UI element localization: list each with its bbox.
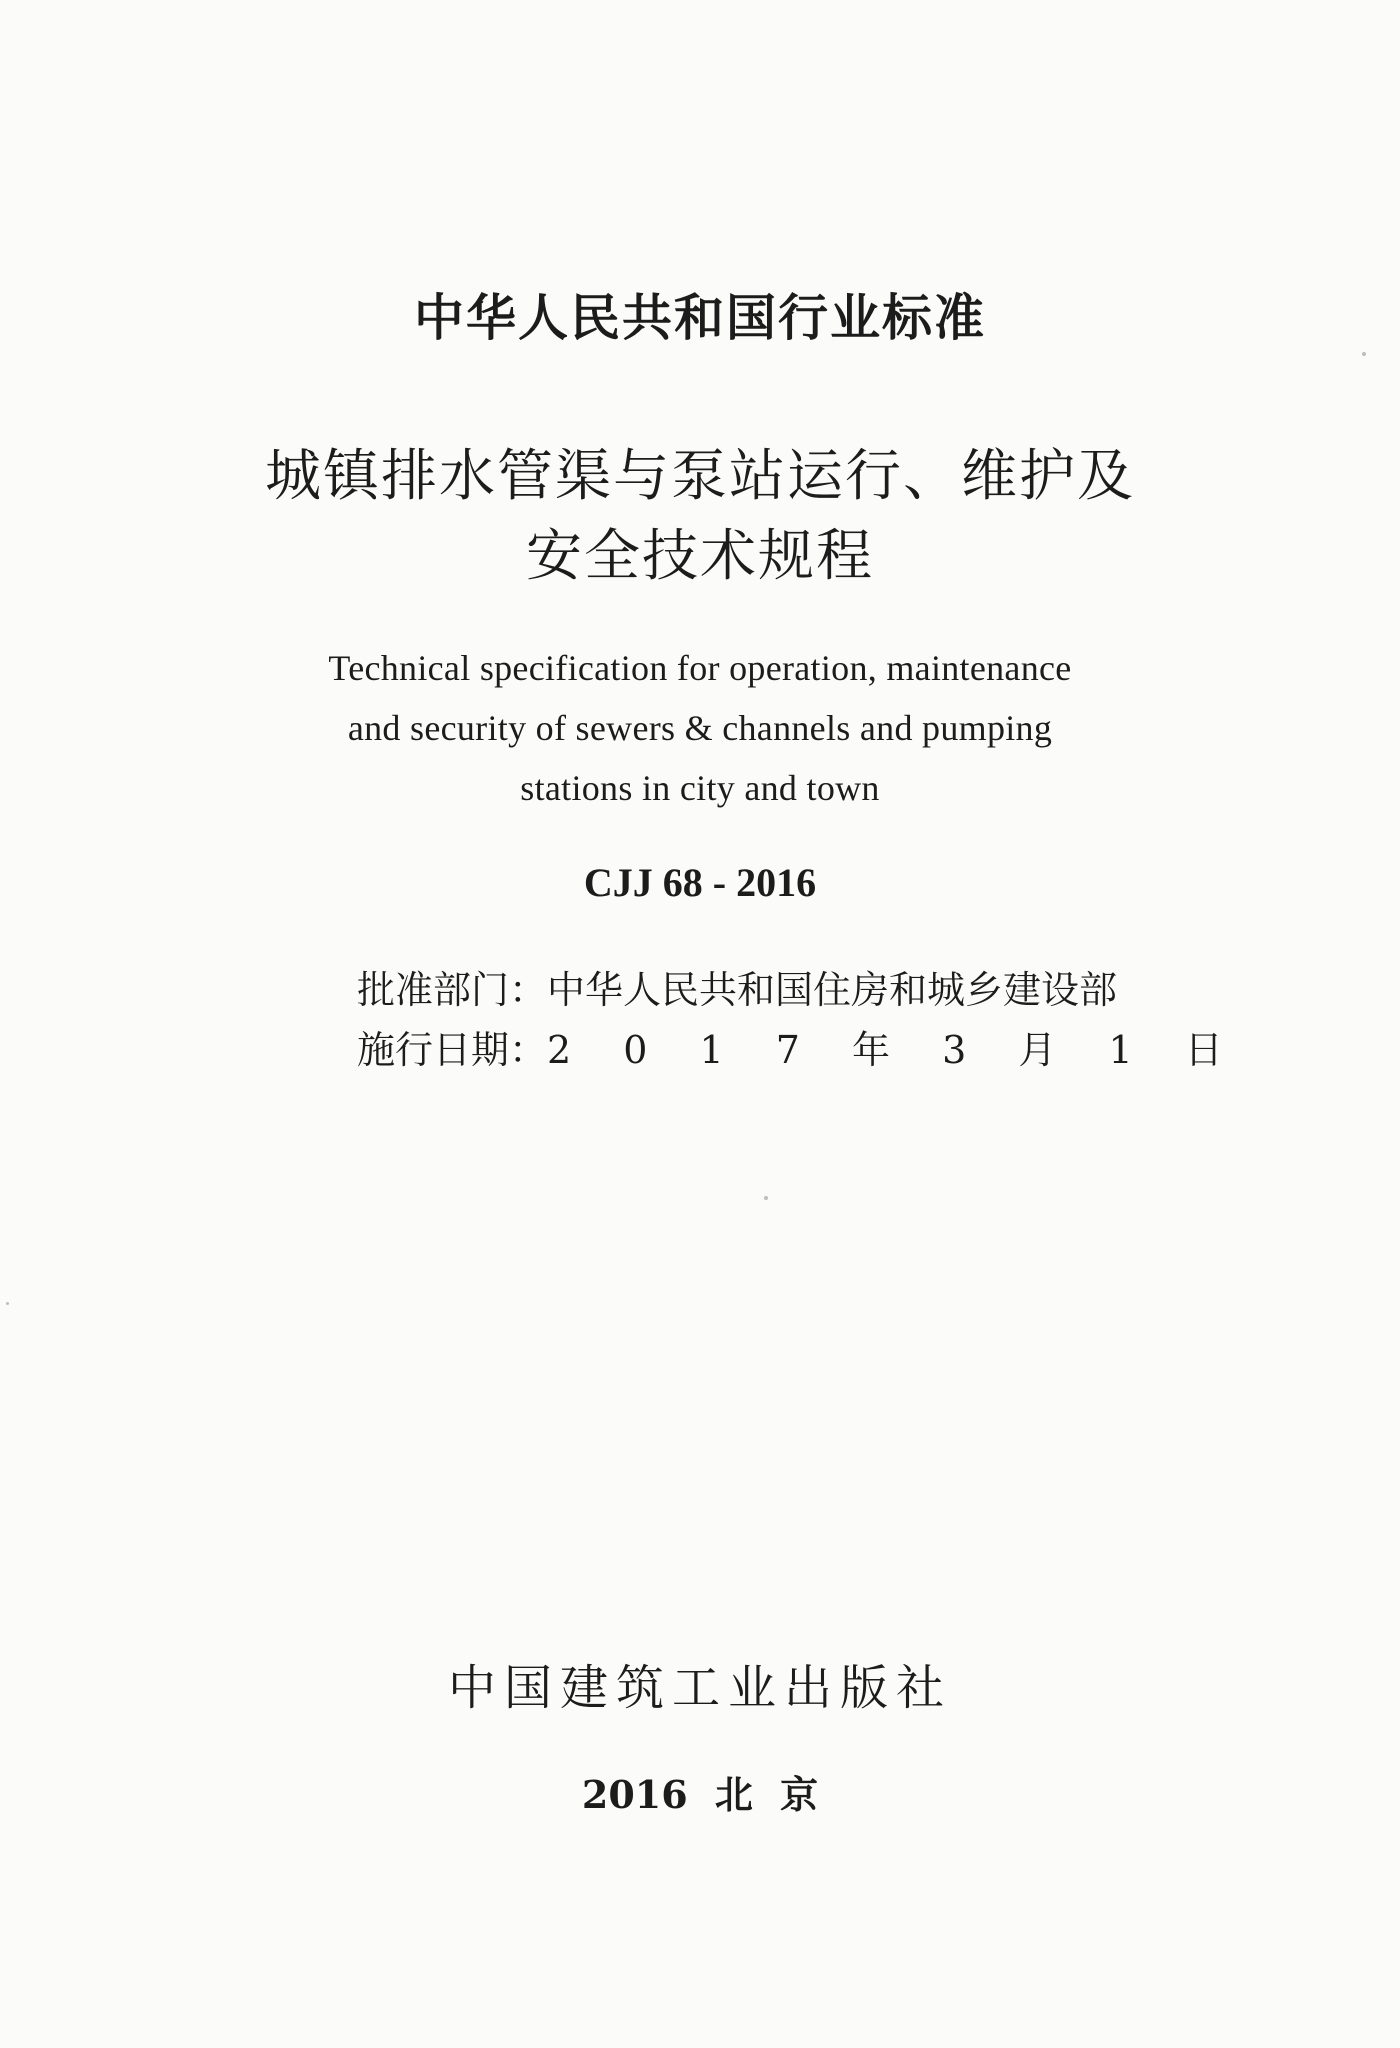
publication-place-year: 2016 北 京 [581, 1772, 819, 1817]
title-english-line-3: stations in city and town [520, 768, 880, 808]
title-english-line-1: Technical specification for operation, maintenance [328, 648, 1072, 688]
effective-date-row [357, 1020, 1243, 1080]
scan-speck [764, 1196, 768, 1200]
title-english [0, 638, 1400, 818]
approval-value: 中华人民共和国住房和城乡建设部 [547, 968, 1118, 1012]
effective-date-label: 施行日期： [357, 1028, 548, 1072]
title-chinese [0, 437, 1400, 597]
approval-label: 批准部门： [357, 968, 548, 1012]
effective-date-value: 2 0 1 7 年 3 月 1 日 [547, 1028, 1243, 1072]
approval-row [357, 960, 1243, 1020]
title-chinese-line-2: 安全技术规程 [526, 524, 874, 589]
approval-info [357, 960, 1243, 1080]
title-english-line-2: and security of sewers & channels and pumping [347, 708, 1053, 748]
standard-category: 中华人民共和国行业标准 [414, 289, 986, 347]
title-chinese-line-1: 城镇排水管渠与泵站运行、维护及 [265, 444, 1135, 509]
scan-speck [6, 1302, 9, 1305]
publisher: 中国建筑工业出版社 [447, 1660, 952, 1716]
standard-code: CJJ 68 - 2016 [583, 860, 817, 905]
scan-speck [1362, 352, 1366, 356]
